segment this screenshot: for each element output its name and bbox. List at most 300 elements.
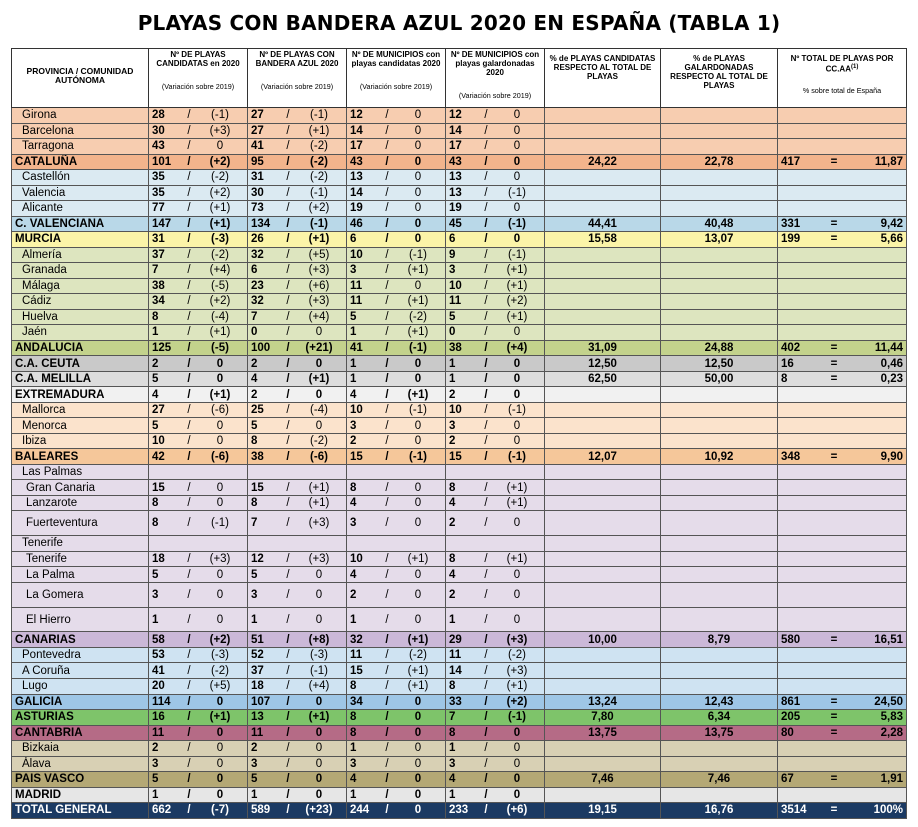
value: 4 — [350, 568, 357, 581]
mun-awarded-cell — [446, 536, 545, 552]
slash-separator: / — [286, 680, 290, 693]
value-pair — [350, 789, 442, 801]
variation: 0 — [513, 326, 521, 339]
value-pair — [152, 665, 244, 677]
value-pair — [251, 634, 343, 646]
value-pair — [251, 804, 343, 816]
slash-separator: / — [286, 341, 290, 354]
candidates-cell — [149, 632, 248, 648]
value-pair — [152, 249, 244, 261]
pct-awarded-cell — [661, 402, 778, 418]
slash-separator: / — [385, 588, 389, 601]
pct-candidates-cell — [545, 433, 661, 449]
mun-awarded-cell — [446, 582, 545, 607]
region-name: GALICIA — [12, 694, 149, 710]
mun-awarded-cell — [446, 371, 545, 387]
variation: (+1) — [308, 124, 330, 137]
slash-separator: / — [286, 295, 290, 308]
mun-candidates-cell — [347, 647, 446, 663]
total-percent: 11,44 — [874, 341, 903, 354]
value: 4 — [449, 497, 456, 510]
pct-awarded-cell — [661, 464, 778, 480]
value-pair — [350, 156, 442, 168]
slash-separator: / — [385, 295, 389, 308]
slash-separator: / — [385, 788, 389, 801]
variation: 0 — [513, 435, 521, 448]
pct-awarded-cell — [661, 741, 778, 757]
variation: (+3) — [209, 553, 231, 565]
region-name: La Gomera — [12, 582, 149, 607]
value: 1 — [251, 613, 258, 626]
total-row — [12, 772, 907, 788]
value-pair — [152, 156, 244, 168]
variation: 0 — [414, 124, 422, 137]
value: 14 — [449, 664, 462, 677]
table-row — [12, 185, 907, 201]
slash-separator: / — [187, 373, 191, 386]
value-pair — [449, 264, 541, 276]
value-pair — [350, 171, 442, 183]
pct-candidates-cell — [545, 787, 661, 803]
blue-flag-cell — [248, 495, 347, 511]
variation: 0 — [414, 186, 422, 199]
total-count: 3514 — [781, 804, 807, 817]
blue-flag-cell — [248, 123, 347, 139]
slash-separator: / — [484, 217, 488, 230]
value: 30 — [152, 124, 165, 137]
mun-candidates-cell — [347, 247, 446, 263]
blue-flag-cell — [248, 433, 347, 449]
total-count: 348 — [781, 450, 801, 463]
total-beaches-cell — [778, 278, 907, 294]
equals-sign: = — [830, 357, 838, 370]
value-pair — [350, 109, 442, 121]
pct-candidates-cell — [545, 170, 661, 186]
mun-candidates-cell — [347, 582, 446, 607]
variation: (-4) — [211, 310, 229, 323]
value-pair — [449, 218, 541, 230]
variation: (+3) — [308, 264, 330, 277]
header-pct-candidates: % de PLAYAS CANDIDATAS RESPECTO AL TOTAL DE PLAYAS — [545, 49, 661, 108]
slash-separator: / — [187, 124, 191, 137]
value: 101 — [152, 155, 172, 168]
mun-awarded-cell — [446, 247, 545, 263]
equals-sign: = — [830, 155, 838, 168]
region-name: Álava — [12, 756, 149, 772]
variation: (+4) — [506, 341, 528, 354]
variation: (+4) — [308, 680, 330, 693]
table-row — [12, 536, 907, 552]
pct-awarded-cell — [661, 582, 778, 607]
value: 3 — [152, 588, 159, 601]
pct-candidates-cell — [545, 536, 661, 552]
variation: (-2) — [211, 664, 229, 677]
pct-candidates-cell: 7,46 — [545, 772, 661, 788]
variation: (+3) — [308, 553, 330, 565]
value: 41 — [152, 664, 165, 677]
value: 33 — [449, 695, 462, 708]
pct-awarded-cell — [661, 647, 778, 663]
mun-awarded-cell — [446, 495, 545, 511]
value: 2 — [449, 435, 456, 448]
total-count: 67 — [781, 773, 794, 786]
value: 17 — [449, 140, 462, 153]
pct-awarded-cell — [661, 325, 778, 341]
pct-candidates-cell — [545, 567, 661, 583]
value: 5 — [152, 373, 159, 386]
slash-separator: / — [187, 186, 191, 199]
candidates-cell — [149, 201, 248, 217]
value: 4 — [152, 388, 159, 401]
total-beaches-cell — [778, 787, 907, 803]
value: 38 — [251, 450, 264, 463]
value: 17 — [350, 140, 363, 153]
slash-separator: / — [286, 109, 290, 122]
slash-separator: / — [484, 757, 488, 770]
total-row — [12, 449, 907, 465]
region-name: Valencia — [12, 185, 149, 201]
value-pair — [251, 614, 343, 626]
variation: 0 — [414, 568, 422, 581]
slash-separator: / — [385, 773, 389, 786]
total-beaches-cell — [778, 632, 907, 648]
slash-separator: / — [385, 357, 389, 370]
value-pair — [449, 125, 541, 137]
value-pair — [152, 711, 244, 723]
pct-candidates-cell — [545, 511, 661, 536]
value: 8 — [350, 711, 357, 724]
slash-separator: / — [187, 357, 191, 370]
value-pair — [251, 758, 343, 770]
slash-separator: / — [286, 633, 290, 646]
value-pair — [152, 569, 244, 581]
total-beaches-cell — [778, 756, 907, 772]
variation: (+1) — [506, 553, 528, 565]
slash-separator: / — [187, 310, 191, 323]
total-count: 331 — [781, 217, 801, 230]
value-pair — [449, 420, 541, 432]
slash-separator: / — [286, 140, 290, 153]
slash-separator: / — [484, 450, 488, 463]
value-pair — [152, 614, 244, 626]
value: 15 — [449, 450, 462, 463]
value-pair — [350, 233, 442, 245]
value: 1 — [449, 373, 456, 386]
value: 18 — [251, 680, 264, 693]
value: 1 — [449, 742, 456, 755]
variation: 0 — [216, 757, 224, 770]
region-name: Almería — [12, 247, 149, 263]
equals-sign: = — [830, 450, 838, 463]
variation: (-1) — [508, 217, 526, 230]
table-row — [12, 278, 907, 294]
variation: (-2) — [310, 140, 328, 153]
slash-separator: / — [286, 435, 290, 448]
slash-separator: / — [286, 742, 290, 755]
slash-separator: / — [385, 435, 389, 448]
region-name: C.A. CEUTA — [12, 356, 149, 372]
slash-separator: / — [286, 481, 290, 494]
mun-candidates-cell — [347, 356, 446, 372]
value: 31 — [251, 171, 264, 184]
value: 114 — [152, 695, 171, 708]
slash-separator: / — [484, 171, 488, 184]
variation: (+1) — [209, 217, 231, 230]
variation: 0 — [315, 773, 323, 786]
header-province: PROVINCIA / COMUNIDAD AUTÓNOMA — [12, 49, 149, 108]
total-beaches-cell — [778, 567, 907, 583]
slash-separator: / — [385, 633, 389, 646]
variation: (-5) — [211, 341, 229, 354]
variation: (-2) — [508, 649, 526, 662]
slash-separator: / — [286, 186, 290, 199]
mun-candidates-cell — [347, 201, 446, 217]
slash-separator: / — [484, 109, 488, 122]
equals-sign: = — [830, 695, 838, 708]
pct-candidates-cell — [545, 495, 661, 511]
variation: 0 — [513, 419, 521, 432]
variation: 0 — [414, 233, 422, 246]
mun-candidates-cell — [347, 402, 446, 418]
total-beaches-cell — [778, 647, 907, 663]
table-row — [12, 309, 907, 325]
value-pair — [251, 280, 343, 292]
mun-candidates-cell — [347, 278, 446, 294]
variation: 0 — [513, 171, 521, 184]
value-pair — [350, 482, 442, 494]
variation: (+1) — [407, 633, 429, 646]
table-row — [12, 551, 907, 567]
header-candidates: Nº DE PLAYAS CANDIDATAS en 2020 (Variación sobre 2019) — [149, 49, 248, 108]
mun-awarded-cell — [446, 309, 545, 325]
value: 37 — [152, 248, 165, 261]
pct-awarded-cell — [661, 480, 778, 496]
value-pair — [350, 389, 442, 401]
value: 46 — [350, 217, 363, 230]
value-pair — [449, 358, 541, 370]
mun-candidates-cell — [347, 632, 446, 648]
mun-candidates-cell — [347, 511, 446, 536]
slash-separator: / — [484, 357, 488, 370]
variation: (+1) — [506, 264, 528, 277]
slash-separator: / — [187, 279, 191, 292]
pct-awarded-cell — [661, 787, 778, 803]
value-pair — [350, 634, 442, 646]
value: 147 — [152, 217, 172, 230]
blue-flag-cell — [248, 170, 347, 186]
candidates-cell — [149, 340, 248, 356]
total-beaches-cell — [778, 418, 907, 434]
value-pair — [251, 773, 343, 785]
slash-separator: / — [385, 264, 389, 277]
value-pair — [251, 218, 343, 230]
total-beaches-cell — [778, 495, 907, 511]
variation: 0 — [315, 568, 323, 581]
value-pair — [449, 171, 541, 183]
slash-separator: / — [286, 124, 290, 137]
value: 1 — [350, 788, 357, 801]
value-pair — [350, 696, 442, 708]
value-pair — [350, 404, 442, 416]
value-pair — [449, 280, 541, 292]
total-row — [12, 787, 907, 803]
blue-flag-cell — [248, 108, 347, 124]
table-row — [12, 123, 907, 139]
variation: (-2) — [211, 248, 229, 261]
candidates-cell — [149, 694, 248, 710]
variation: (+1) — [407, 388, 429, 401]
total-beaches-cell — [778, 139, 907, 155]
slash-separator: / — [187, 435, 191, 448]
value-pair — [350, 373, 442, 385]
slash-separator: / — [484, 517, 488, 530]
slash-separator: / — [187, 202, 191, 215]
value: 30 — [251, 186, 264, 199]
blue-flag-cell — [248, 154, 347, 170]
variation: 0 — [216, 497, 224, 510]
variation: 0 — [513, 588, 521, 601]
value-pair — [251, 420, 343, 432]
value: 5 — [152, 773, 159, 786]
slash-separator: / — [484, 633, 488, 646]
slash-separator: / — [286, 217, 290, 230]
value: 2 — [251, 742, 258, 755]
pct-awarded-cell — [661, 678, 778, 694]
value: 13 — [449, 186, 462, 199]
slash-separator: / — [385, 680, 389, 693]
mun-candidates-cell — [347, 464, 446, 480]
slash-separator: / — [385, 649, 389, 662]
slash-separator: / — [484, 435, 488, 448]
value: 95 — [251, 155, 264, 168]
variation: (-6) — [211, 404, 229, 417]
slash-separator: / — [187, 711, 191, 724]
region-name: A Coruña — [12, 663, 149, 679]
variation: (+4) — [308, 310, 330, 323]
variation: (+3) — [308, 517, 330, 530]
pct-candidates-cell — [545, 418, 661, 434]
value: 5 — [251, 568, 258, 581]
value: 32 — [251, 248, 264, 261]
value-pair — [350, 358, 442, 370]
pct-candidates-cell — [545, 278, 661, 294]
blue-flag-cell — [248, 803, 347, 819]
value-pair — [152, 742, 244, 754]
value: 8 — [350, 726, 357, 739]
variation: (-1) — [508, 404, 526, 417]
value: 27 — [251, 109, 264, 122]
table-row — [12, 567, 907, 583]
mun-awarded-cell — [446, 787, 545, 803]
region-name: Barcelona — [12, 123, 149, 139]
mun-candidates-cell — [347, 741, 446, 757]
value-pair — [251, 517, 343, 529]
mun-awarded-cell — [446, 123, 545, 139]
value-pair — [152, 634, 244, 646]
variation: (+3) — [506, 633, 528, 646]
value: 77 — [152, 202, 165, 215]
value-pair — [251, 711, 343, 723]
candidates-cell — [149, 464, 248, 480]
slash-separator: / — [187, 613, 191, 626]
value: 11 — [251, 726, 264, 739]
total-row — [12, 216, 907, 232]
slash-separator: / — [286, 695, 290, 708]
value-pair — [251, 187, 343, 199]
variation: (+1) — [407, 664, 429, 677]
region-name: TOTAL GENERAL — [12, 803, 149, 819]
mun-awarded-cell — [446, 694, 545, 710]
region-name: Menorca — [12, 418, 149, 434]
total-beaches-cell — [778, 449, 907, 465]
value-pair — [449, 373, 541, 385]
equals-sign: = — [830, 773, 838, 786]
total-percent: 16,51 — [874, 633, 903, 646]
variation: (-1) — [409, 341, 427, 354]
candidates-cell — [149, 232, 248, 248]
variation: 0 — [513, 202, 521, 215]
pct-candidates-cell — [545, 294, 661, 310]
value-pair — [251, 497, 343, 509]
region-name: C.A. MELILLA — [12, 371, 149, 387]
blue-flag-cell — [248, 480, 347, 496]
variation: 0 — [513, 373, 521, 386]
variation: 0 — [513, 788, 521, 801]
total-row — [12, 803, 907, 819]
mun-candidates-cell — [347, 170, 446, 186]
total-beaches-cell — [778, 678, 907, 694]
slash-separator: / — [484, 481, 488, 494]
value: 0 — [449, 326, 456, 339]
slash-separator: / — [187, 295, 191, 308]
value-pair — [251, 404, 343, 416]
slash-separator: / — [286, 450, 290, 463]
total-row — [12, 232, 907, 248]
value-pair — [350, 742, 442, 754]
value: 4 — [350, 497, 357, 510]
variation: 0 — [414, 742, 422, 755]
variation: 0 — [513, 613, 521, 626]
slash-separator: / — [484, 233, 488, 246]
blue-flag-cell — [248, 418, 347, 434]
variation: (-1) — [310, 109, 328, 122]
value-pair — [350, 589, 442, 601]
value-pair — [449, 589, 541, 601]
value: 13 — [350, 171, 363, 184]
variation: 0 — [414, 711, 422, 724]
total-count: 199 — [781, 233, 801, 246]
pct-awarded-cell: 24,88 — [661, 340, 778, 356]
value-pair — [449, 233, 541, 245]
candidates-cell — [149, 263, 248, 279]
value: 41 — [251, 140, 264, 153]
total-row — [12, 710, 907, 726]
value-pair — [350, 711, 442, 723]
candidates-cell — [149, 418, 248, 434]
slash-separator: / — [187, 695, 191, 708]
total-beaches-cell — [778, 663, 907, 679]
variation: 0 — [513, 726, 521, 739]
slash-separator: / — [385, 664, 389, 677]
variation: 0 — [315, 695, 323, 708]
slash-separator: / — [484, 711, 488, 724]
value: 134 — [251, 217, 271, 230]
bandera-azul-table — [11, 48, 907, 819]
slash-separator: / — [187, 155, 191, 168]
total-beaches-cell — [778, 356, 907, 372]
slash-separator: / — [286, 279, 290, 292]
pct-candidates-cell: 13,24 — [545, 694, 661, 710]
